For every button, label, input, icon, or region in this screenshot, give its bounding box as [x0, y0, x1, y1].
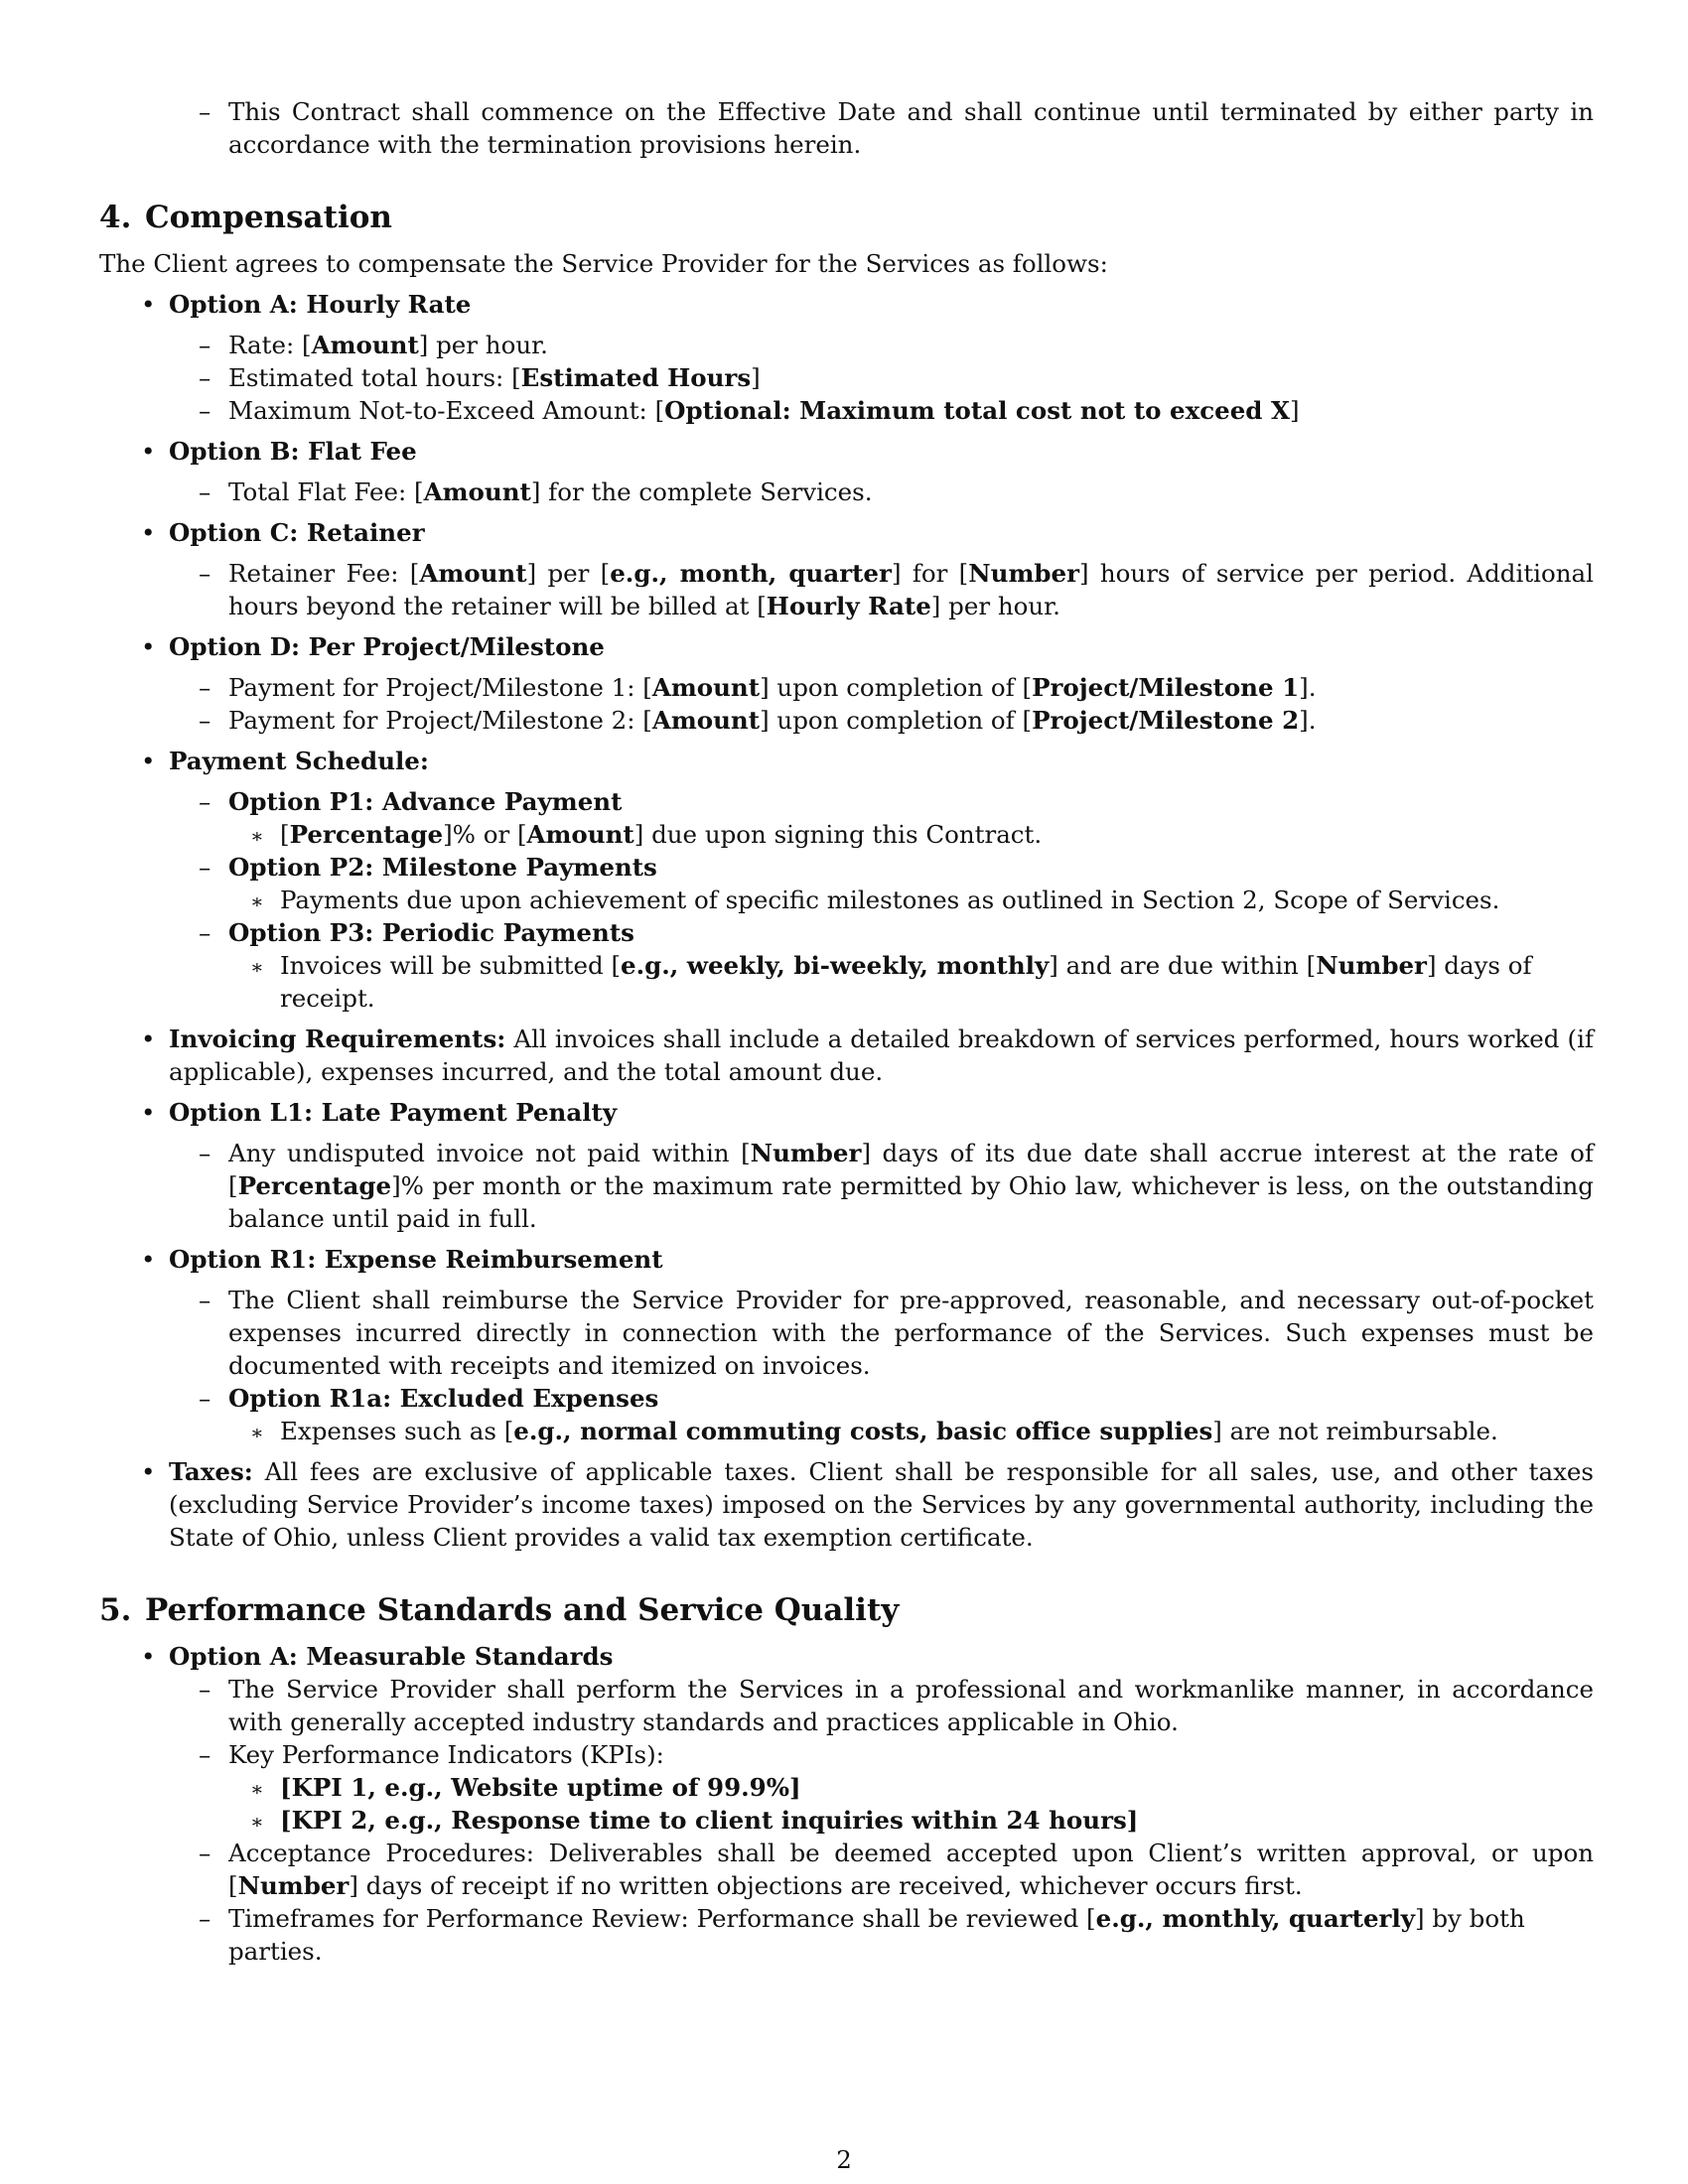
option-p1-title: – Option P1: Advance Payment	[199, 787, 623, 816]
taxes-clause: • Taxes: All fees are exclusive of applicable taxes. Client shall be responsible for all sales, use, and other taxes (excluding Service Provider’s income taxes) imposed on the Services by any governmental authority, including the State of Ohio, unless Client provides a valid tax exemption certificate.	[141, 1457, 1594, 1552]
kpi-2: ∗ [KPI 2, e.g., Response time to client inquiries within 24 hours]	[250, 1806, 1139, 1835]
option-d-title: • Option D: Per Project/Milestone	[141, 632, 605, 661]
option-a-hours: – Estimated total hours: [Estimated Hours]	[199, 363, 761, 392]
kpi-1: ∗ [KPI 1, e.g., Website uptime of 99.9%]	[250, 1773, 801, 1802]
option-p3-title: – Option P3: Periodic Payments	[199, 918, 634, 947]
option-r1a-title: – Option R1a: Excluded Expenses	[199, 1384, 659, 1413]
option-l1-title: • Option L1: Late Payment Penalty	[141, 1098, 618, 1127]
option-d-milestone-1: – Payment for Project/Milestone 1: [Amount] upon completion of [Project/Milestone 1].	[199, 673, 1317, 702]
payment-schedule-title: • Payment Schedule:	[141, 747, 429, 775]
option-a-title: • Option A: Hourly Rate	[141, 290, 472, 319]
kpi-label: – Key Performance Indicators (KPIs):	[199, 1740, 664, 1769]
option-c-title: • Option C: Retainer	[141, 518, 425, 547]
section-4-intro: The Client agrees to compensate the Service Provider for the Services as follows:	[99, 249, 1108, 278]
option-b-title: • Option B: Flat Fee	[141, 437, 417, 466]
option-p2-title: – Option P2: Milestone Payments	[199, 853, 657, 882]
option-r1-title: • Option R1: Expense Reimbursement	[141, 1245, 663, 1274]
acceptance-procedures: – Acceptance Procedures: Deliverables shall be deemed accepted upon Client’s written approval, or upon [Number] days of receipt if no written objections are received, whichever occurs first.	[199, 1839, 1594, 1900]
performance-review: – Timeframes for Performance Review: Performance shall be reviewed [e.g., monthly, quarterly] by both parties.	[199, 1904, 1525, 1966]
option-r1a-text: ∗ Expenses such as [e.g., normal commuting costs, basic office supplies] are not reimbursable.	[250, 1417, 1498, 1445]
standard-text: – The Service Provider shall perform the Services in a professional and workmanlike manner, in accordance with generally accepted industry standards and practices applicable in Ohio.	[199, 1675, 1594, 1736]
option-c-retainer: – Retainer Fee: [Amount] per [e.g., month, quarter] for [Number] hours of service per period. Additional hours beyond the retainer will be billed at [Hourly Rate] per hour.	[199, 559, 1594, 620]
section-5-heading: 5. Performance Standards and Service Quality	[99, 1592, 900, 1628]
option-a-max: – Maximum Not-to-Exceed Amount: [Optional: Maximum total cost not to exceed X]	[199, 396, 1300, 425]
option-p3-text: ∗ Invoices will be submitted [e.g., weekly, bi-weekly, monthly] and are due within [Number] days of receipt.	[250, 951, 1532, 1013]
section-4-heading: 4. Compensation	[99, 200, 392, 235]
option-d-milestone-2: – Payment for Project/Milestone 2: [Amount] upon completion of [Project/Milestone 2].	[199, 706, 1317, 735]
option-p2-text: ∗ Payments due upon achievement of specific milestones as outlined in Section 2, Scope of Services.	[250, 886, 1500, 914]
document-page	[99, 95, 1594, 1968]
term-clause: – This Contract shall commence on the Effective Date and shall continue until terminated by either party in accordance with the termination provisions herein.	[199, 97, 1594, 159]
option-b-fee: – Total Flat Fee: [Amount] for the complete Services.	[199, 478, 873, 506]
option-a-rate: – Rate: [Amount] per hour.	[199, 331, 548, 359]
invoicing-requirements: • Invoicing Requirements: All invoices shall include a detailed breakdown of services performed, hours worked (if applicable), expenses incurred, and the total amount due.	[141, 1024, 1594, 1086]
option-r1-text: – The Client shall reimburse the Service Provider for pre-approved, reasonable, and necessary out-of-pocket expenses incurred directly in connection with the performance of the Services. Such expenses must be documented with receipts and itemized on invoices.	[199, 1286, 1594, 1380]
section-5-option-a-title: • Option A: Measurable Standards	[141, 1642, 614, 1671]
page-number: 2	[836, 2145, 852, 2174]
option-p1-text: ∗ [Percentage]% or [Amount] due upon signing this Contract.	[250, 820, 1043, 849]
option-l1-text: – Any undisputed invoice not paid within [Number] days of its due date shall accrue interest at the rate of [Percentage]% per month or the maximum rate permitted by Ohio law, whichever is less, on the outstanding balance until paid in full.	[199, 1139, 1595, 1233]
